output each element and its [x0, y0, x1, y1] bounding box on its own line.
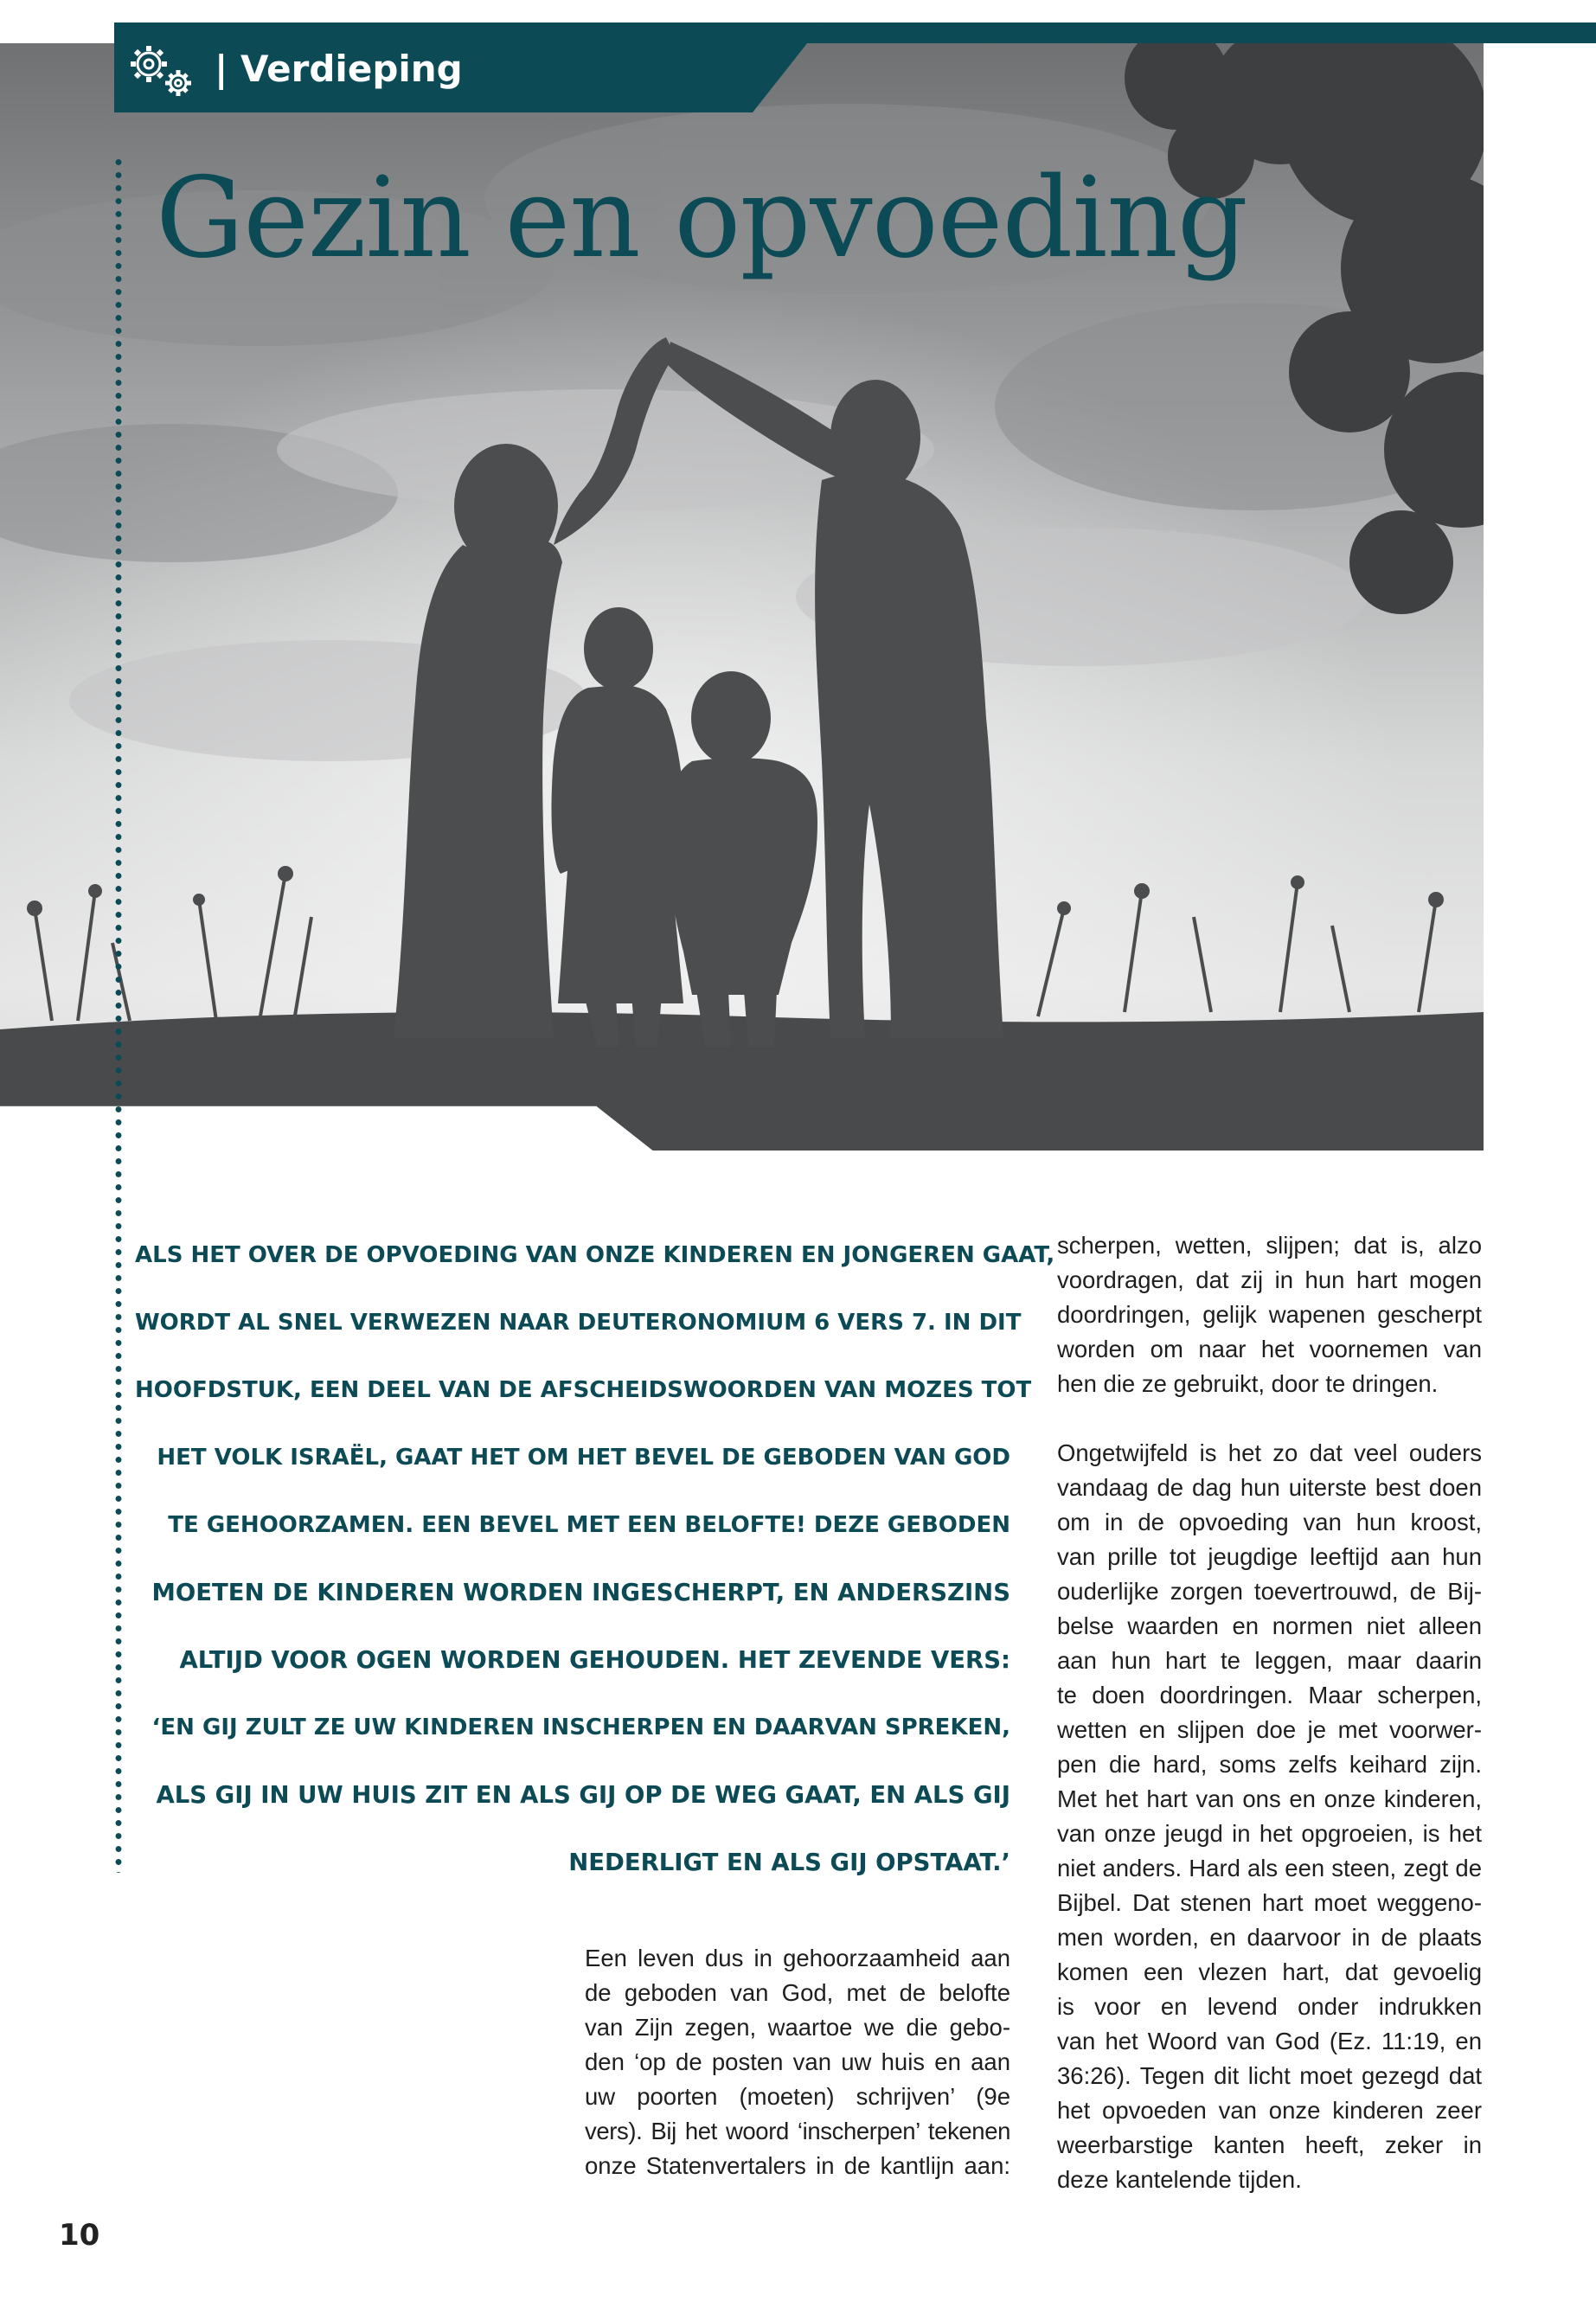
section-label: | Verdieping: [215, 48, 463, 90]
intro-line: ‘EN GIJ ZULT ZE UW KINDEREN INSCHERPEN EN DAARVAN SPREKEN,: [151, 1715, 1010, 1740]
intro-line: HOOFDSTUK, EEN DEEL VAN DE AFSCHEIDSWOORDEN VAN MOZES TOT: [135, 1377, 1032, 1403]
body-line: van Zijn zegen, waartoe we die gebo-: [585, 2014, 1010, 2041]
body-line: om in de opvoeding van hun kroost,: [1057, 1509, 1482, 1535]
body-line: van prille tot jeugdige leeftijd aan hun: [1057, 1543, 1482, 1570]
body-line: worden om naar het voornemen van: [1057, 1336, 1482, 1362]
body-column-middle: [585, 1941, 1010, 2183]
body-line: Met het hart van ons en onze kinderen,: [1057, 1785, 1482, 1812]
body-line: uw poorten (moeten) schrijven’ (9e: [585, 2083, 1010, 2110]
body-line: belse waarden en normen niet alleen: [1057, 1612, 1482, 1639]
body-line: aan hun hart te leggen, maar daarin: [1057, 1647, 1482, 1674]
gears-icon: [123, 38, 201, 104]
body-line: hen die ze gebruikt, door te dringen.: [1057, 1370, 1439, 1397]
page-number: 10: [59, 2218, 100, 2253]
article-title: Gezin en opvoeding: [156, 154, 1247, 283]
body-line: men worden, en daarvoor in de plaats: [1057, 1924, 1482, 1951]
body-line: te doen doordringen. Maar scherpen,: [1057, 1682, 1482, 1708]
body-line: niet anders. Hard als een steen, zegt de: [1057, 1855, 1482, 1881]
body-line: Ongetwijfeld is het zo dat veel ouders: [1057, 1439, 1482, 1466]
body-line: 36:26). Tegen dit licht moet gezegd dat: [1057, 2062, 1482, 2089]
body-line: de geboden van God, met de belofte: [585, 1979, 1010, 2006]
body-line: doordringen, gelijk wapenen gescherpt: [1057, 1301, 1482, 1328]
body-line: vandaag de dag hun uiterste best doen: [1057, 1474, 1482, 1501]
intro-line: HET VOLK ISRAËL, GAAT HET OM HET BEVEL DE GEBODEN VAN GOD: [157, 1445, 1010, 1471]
body-line: vers). Bij het woord ‘inscherpen’ tekenen: [585, 2118, 1010, 2144]
intro-line: WORDT AL SNEL VERWEZEN NAAR DEUTERONOMIUM 6 VERS 7. IN DIT: [135, 1310, 1022, 1336]
intro-line: ALTIJD VOOR OGEN WORDEN GEHOUDEN. HET ZEVENDE VERS:: [179, 1646, 1010, 1674]
body-paragraph: [1057, 1436, 1482, 2197]
intro-line: TE GEHOORZAMEN. EEN BEVEL MET EEN BELOFTE! DEZE GEBODEN: [168, 1512, 1010, 1538]
dotted-margin-rule: [114, 156, 123, 1873]
body-line: den ‘op de posten van uw huis en aan: [585, 2048, 1010, 2075]
body-line: weerbarstige kanten heeft, zeker in: [1057, 2131, 1482, 2158]
intro-line: ALS GIJ IN UW HUIS ZIT EN ALS GIJ OP DE WEG GAAT, EN ALS GIJ: [156, 1781, 1010, 1809]
body-line: Bijbel. Dat stenen hart moet weggeno-: [1057, 1889, 1482, 1916]
body-line: het opvoeden van onze kinderen zeer: [1057, 2097, 1482, 2124]
intro-lead: [135, 1221, 1055, 1896]
body-line: Een leven dus in gehoorzaamheid aan: [585, 1945, 1010, 1971]
body-line: van het Woord van God (Ez. 11:19, en: [1057, 2028, 1482, 2054]
body-paragraph: [1057, 1228, 1482, 1401]
body-line: voordragen, dat zij in hun hart mogen: [1057, 1266, 1482, 1293]
body-line: pen die hard, soms zelfs keihard zijn.: [1057, 1751, 1482, 1778]
body-line: scherpen, wetten, slijpen; dat is, alzo: [1057, 1232, 1482, 1259]
body-paragraph: [585, 1941, 1010, 2183]
intro-line: ALS HET OVER DE OPVOEDING VAN ONZE KINDEREN EN JONGEREN GAAT,: [135, 1242, 1055, 1268]
body-line: onze Statenvertalers in de kantlijn aan:: [585, 2152, 1010, 2179]
body-line: komen een vlezen hart, dat gevoelig: [1057, 1958, 1482, 1985]
intro-line: NEDERLIGT EN ALS GIJ OPSTAAT.’: [568, 1849, 1010, 1876]
body-line: wetten en slijpen doe je met voorwer-: [1057, 1716, 1482, 1743]
body-line: van onze jeugd in het opgroeien, is het: [1057, 1820, 1482, 1847]
body-line: deze kantelende tijden.: [1057, 2166, 1302, 2193]
body-line: is voor en levend onder indrukken: [1057, 1993, 1482, 2020]
intro-line: MOETEN DE KINDEREN WORDEN INGESCHERPT, EN ANDERSZINS: [151, 1579, 1010, 1606]
body-line: ouderlijke zorgen toevertrouwd, de Bij-: [1057, 1578, 1482, 1605]
body-column-right: [1057, 1228, 1482, 2197]
